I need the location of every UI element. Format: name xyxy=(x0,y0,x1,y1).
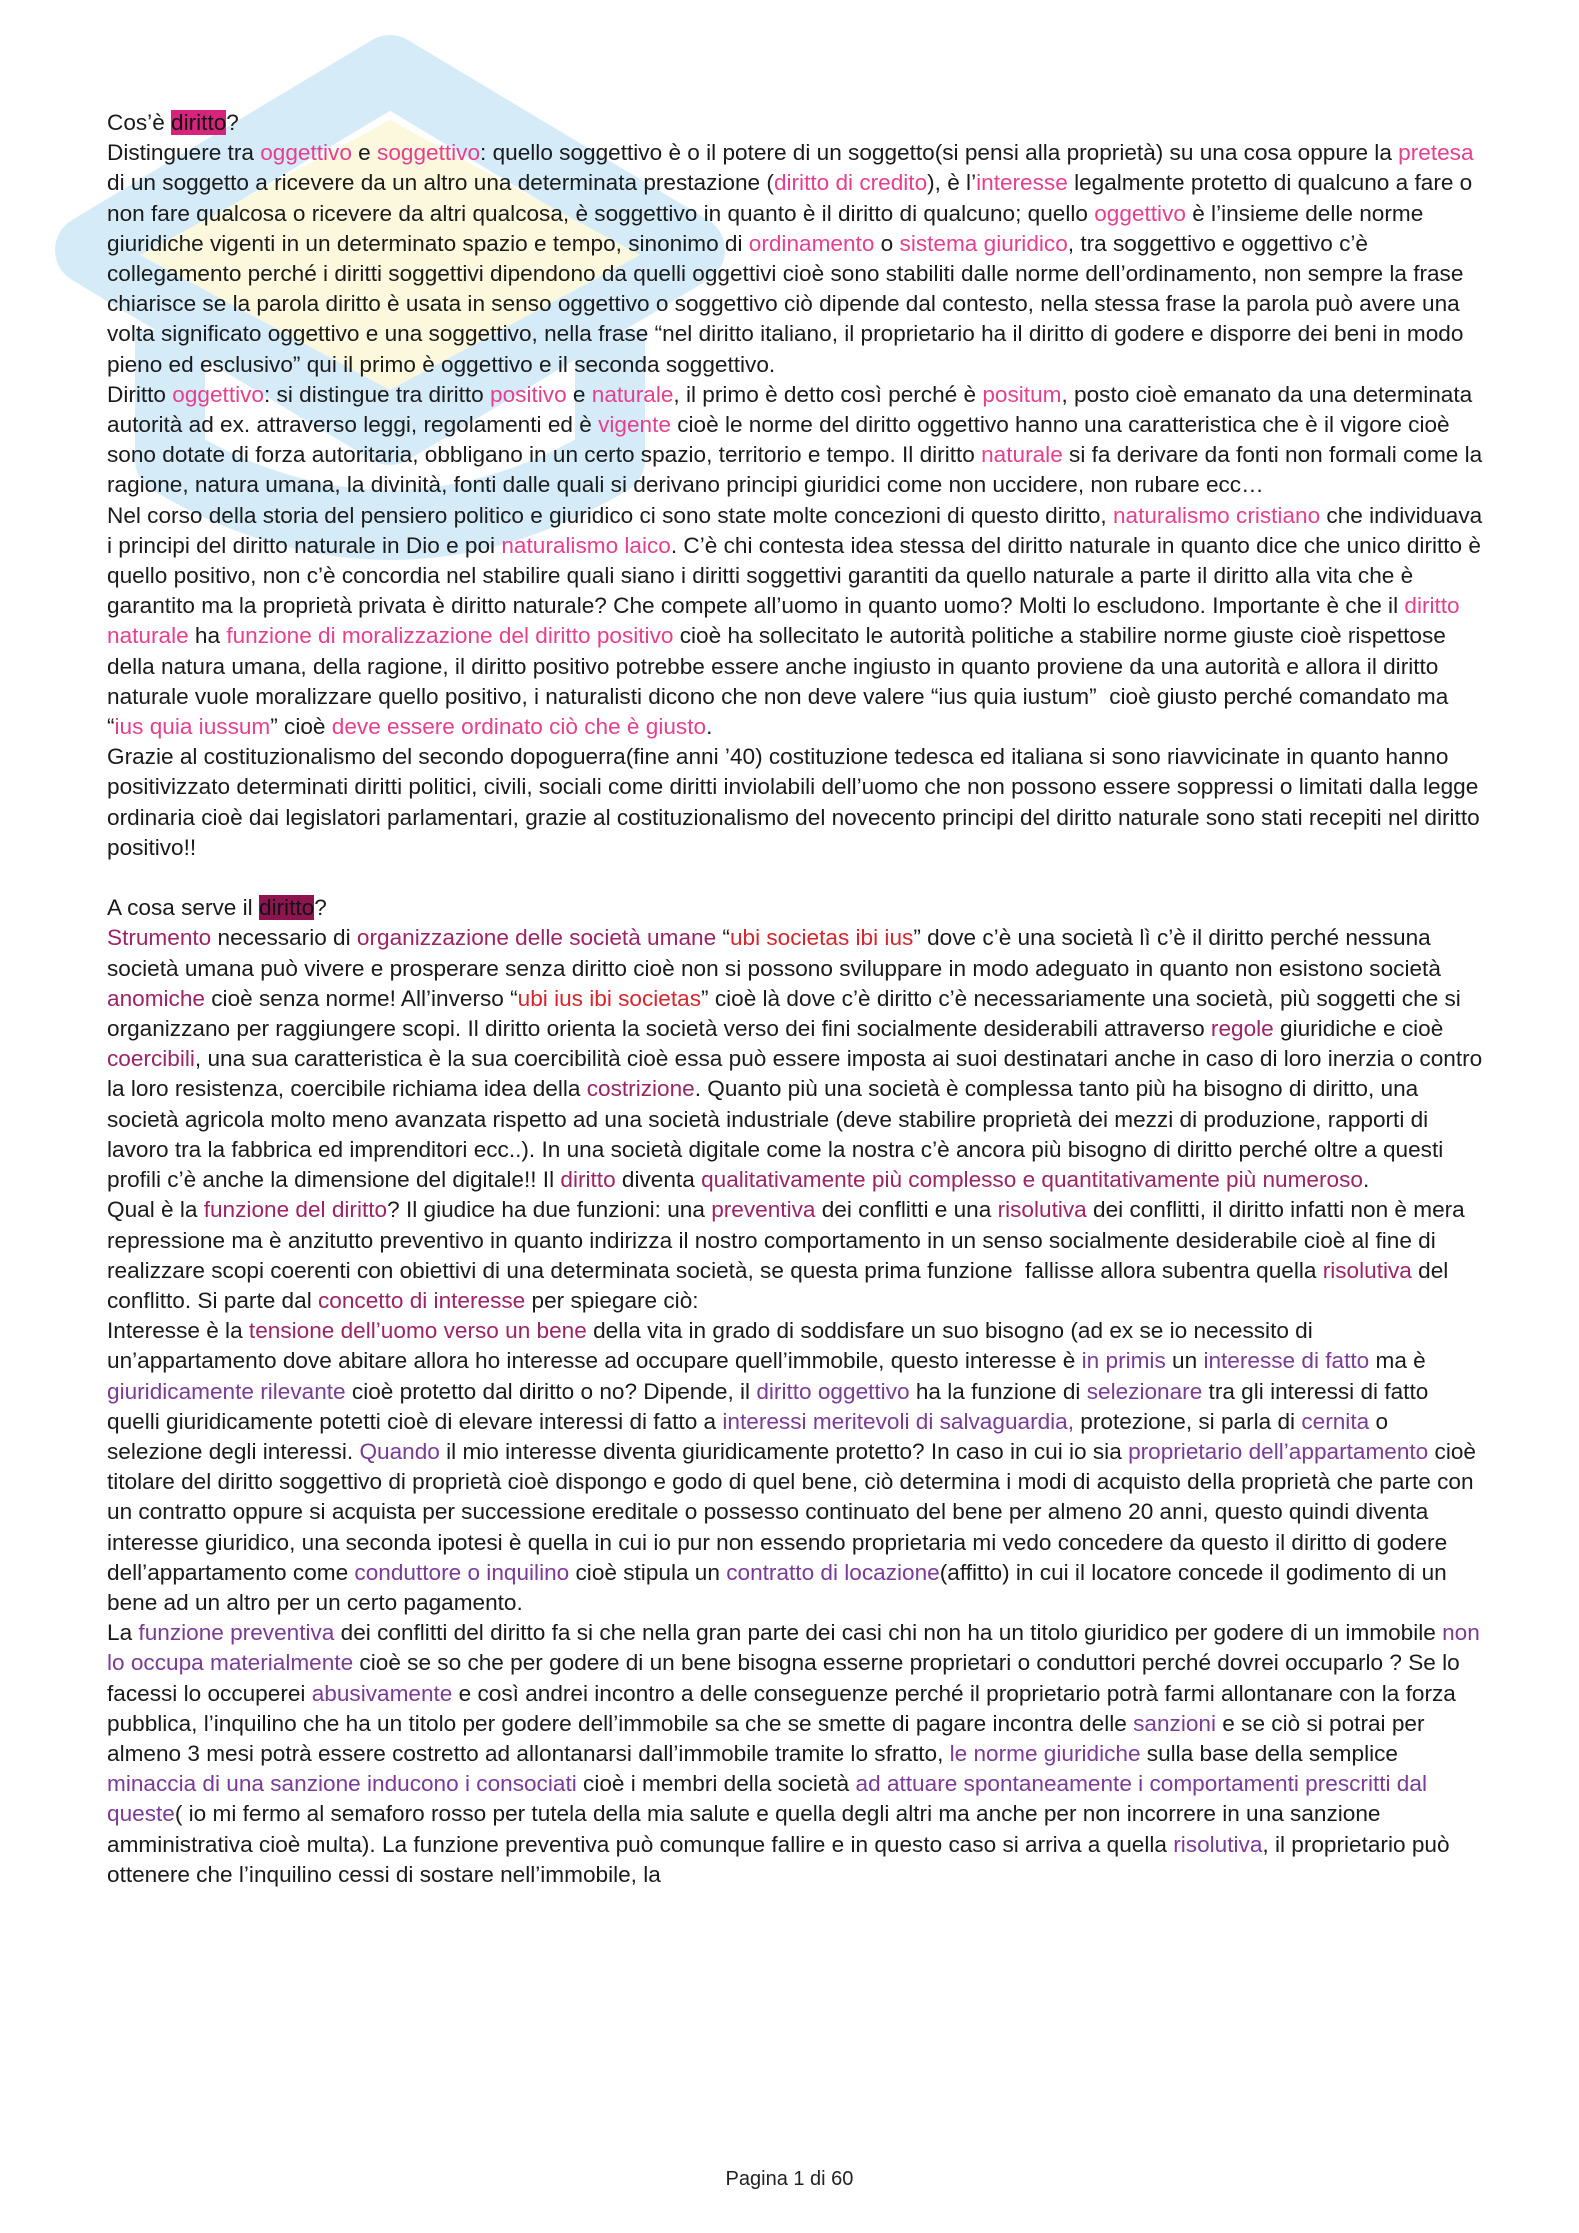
paragraph-section2-4 xyxy=(107,1618,1487,1890)
text-run: sulla base della semplice xyxy=(1140,1740,1405,1766)
colored-term: positum xyxy=(982,381,1062,407)
text-run: Diritto xyxy=(107,381,173,407)
text-run: si fa derivare da fonti non formali come la ragione, natura umana, la divinità, fonti dalle quali si derivano principi giuridici come non uccidere, non rubare ecc… xyxy=(107,442,1489,498)
paragraph-section2-1 xyxy=(107,923,1487,1195)
text-run: cioè senza norme! All’inverso “ xyxy=(204,985,518,1011)
colored-term: ad attuare spontaneamente i comportamenti prescritti dal queste xyxy=(107,1771,1434,1827)
colored-term: ordinamento xyxy=(748,230,875,256)
document-body xyxy=(107,108,1487,1890)
text-run: Grazie al costituzionalismo del secondo dopoguerra(fine anni ’40) costituzione tedesca ed italiana si sono riavvicinate in quanto hanno positivizzato determinati diritti politici, civili, sociali come diritti inviolabili dell’uomo che non possono essere soppressi o limitati dalla legge ordinaria cioè dai legislatori parlamentari, grazie al costituzionalismo del novecento principi del diritto naturale sono stati recepiti nel diritto positivo!! xyxy=(107,744,1486,860)
colored-term: Quando xyxy=(359,1438,440,1464)
text-run: di un soggetto a ricevere da un altro una determinata prestazione ( xyxy=(107,140,1480,196)
section-purpose-of-law xyxy=(107,893,1487,1890)
colored-term: interesse di fatto xyxy=(1203,1348,1370,1374)
colored-term: soggettivo xyxy=(377,140,481,166)
paragraph-section1-3 xyxy=(107,501,1487,743)
text-run: protezione, si parla di xyxy=(1074,1408,1302,1434)
colored-term: naturale xyxy=(981,442,1063,468)
text-run: ma è xyxy=(1369,1348,1433,1374)
text-run: “ xyxy=(716,925,730,951)
colored-term: funzione preventiva xyxy=(138,1620,335,1646)
text-run: cioè titolare del diritto soggettivo di proprietà cioè dispongo e godo di quel bene, ciò determina i modi di acquisto della proprietà che parte con un contratto oppure si acquista per successione ereditale o possesso continuato del bene per almeno 20 anni, questo quindi diventa interesse giuridico, una seconda ipotesi è quella in cui io pur non essendo proprietaria mi vedo concedere da questo il diritto di godere dell’appartamento come xyxy=(107,1438,1483,1585)
colored-term: oggettivo xyxy=(172,381,264,407)
colored-term: diritto di credito xyxy=(773,170,928,196)
text-run: ” cioè xyxy=(270,714,332,740)
text-run: ha la funzione di xyxy=(909,1378,1087,1404)
text-run: del conflitto. Si parte dal xyxy=(107,1257,1455,1313)
text-run: cioè ha sollecitato le autorità politiche a stabilire norme giuste cioè rispettose della natura umana, della ragione, il diritto positivo potrebbe essere anche ingiusto in quanto proviene da una autorità e allora il diritto naturale vuole moralizzare quello positivo, i naturalisti dicono che non deve valere “ius quia iustum” cioè giusto perché comandato ma “ xyxy=(107,623,1455,740)
text-run: un xyxy=(1165,1348,1204,1374)
colored-term: minaccia di una sanzione inducono i consociati xyxy=(107,1771,577,1797)
colored-term: naturale xyxy=(591,381,674,407)
colored-term: non lo occupa materialmente xyxy=(107,1620,1487,1676)
colored-term: Strumento xyxy=(107,925,212,951)
colored-term: diritto oggettivo xyxy=(756,1378,910,1404)
text-run: . Quanto più una società è complessa tanto più ha bisogno di diritto, una società agricola molto meno avanzata rispetto ad una società industriale (deve stabilire proprietà dei mezzi di produzione, rapporti di lavoro tra la fabbrica ed imprenditori ecc..). In una società digitale come la nostra c’è ancora più bisogno di diritto perché oltre a questi profili c’è anche la dimensione del digitale!! Il xyxy=(107,1076,1450,1193)
section-what-is-law xyxy=(107,108,1487,863)
text-run: , una sua caratteristica è la sua coercibilità cioè essa può essere imposta ai suoi destinatari anche in caso di loro inerzia o contro la loro resistenza, coercibile richiama idea della xyxy=(107,1046,1489,1102)
text-run: ? Il giudice ha due funzioni: una xyxy=(387,1197,712,1223)
text-run: cioè le norme del diritto oggettivo hanno una caratteristica che è il vigore cioè sono dotate di forza autoritaria, obbligano in un certo spazio, territorio e tempo. Il diritto xyxy=(107,412,1456,468)
text-run: , posto cioè emanato da una determinata autorità ad ex. attraverso leggi, regolamenti ed è xyxy=(107,381,1479,438)
heading-section1-0 xyxy=(107,108,1487,138)
text-run: e xyxy=(351,140,378,166)
heading-section2-0 xyxy=(107,893,1487,923)
colored-term: interessi meritevoli di salvaguardia, xyxy=(722,1408,1075,1434)
colored-term: ubi ius ibi societas xyxy=(517,985,702,1011)
text-run: dei conflitti del diritto fa si che nella gran parte dei casi chi non ha un titolo giuridico per godere di un immobile xyxy=(334,1620,1443,1646)
text-run: Qual è la xyxy=(107,1197,204,1223)
text-run: ? xyxy=(226,110,239,135)
colored-term: funzione di moralizzazione del diritto positivo xyxy=(226,623,674,649)
colored-term: abusivamente xyxy=(311,1680,453,1706)
colored-term: qualitativamente più complesso e quantitativamente più numeroso xyxy=(701,1167,1363,1193)
text-run: ? xyxy=(314,895,327,921)
text-run: cioè i membri della società xyxy=(576,1771,856,1797)
colored-term: sanzioni xyxy=(1133,1710,1217,1736)
text-run: e così andrei incontro a delle conseguenze perché il proprietario potrà farmi allontanare con la forza pubblica, l’inquilino che ha un titolo per godere dell’immobile sa che se smette di pagare incontra delle xyxy=(107,1680,1463,1736)
colored-term: oggettivo xyxy=(260,140,352,166)
text-run: , il primo è detto così perché è xyxy=(673,381,983,407)
text-run: ), è l’ xyxy=(927,170,977,196)
paragraph-section2-3 xyxy=(107,1316,1487,1618)
text-run: cioè se so che per godere di un bene bisogna esserne proprietari o conduttori perché dovrei occuparlo ? Se lo facessi lo occuperei xyxy=(107,1650,1466,1706)
colored-term: concetto di interesse xyxy=(318,1287,526,1313)
text-run: è l’insieme delle norme giuridiche vigenti in un determinato spazio e tempo, sinonimo di xyxy=(107,200,1430,256)
colored-term: in primis xyxy=(1081,1348,1166,1374)
colored-term: giuridicamente rilevante xyxy=(107,1378,346,1404)
colored-term: selezionare xyxy=(1086,1378,1203,1404)
text-run: tra gli interessi di fatto quelli giuridicamente potetti cioè di elevare interessi di fatto a xyxy=(107,1378,1435,1434)
text-run: . xyxy=(1362,1167,1370,1193)
text-run: (affitto) in cui il locatore concede il godimento di un bene ad un altro per un certo pagamento. xyxy=(107,1559,1453,1615)
colored-term: ubi societas ibi ius xyxy=(729,925,914,951)
colored-term: preventiva xyxy=(711,1197,816,1223)
colored-term: ius quia iussum xyxy=(114,714,271,740)
section-spacer xyxy=(107,863,1487,893)
highlighted-term: diritto xyxy=(258,895,315,921)
colored-term: cernita xyxy=(1301,1408,1370,1434)
text-run: A cosa serve il xyxy=(107,895,259,921)
text-run: Distinguere tra xyxy=(107,140,261,166)
colored-term: funzione del diritto xyxy=(203,1197,388,1223)
text-run: Cos’è xyxy=(107,110,172,135)
colored-term: risolutiva xyxy=(1322,1257,1412,1283)
paragraph-section1-2 xyxy=(107,380,1487,501)
text-run: , il proprietario può ottenere che l’inquilino cessi di sostare nell’immobile, la xyxy=(107,1831,1456,1887)
text-run: o selezione degli interessi. xyxy=(107,1408,1395,1464)
text-run: legalmente protetto di qualcuno a fare o non fare qualcosa o ricevere da altri qualcosa, è soggettivo in quanto è il diritto di qualcuno; quello xyxy=(107,170,1479,226)
text-run: Interesse è la xyxy=(107,1318,249,1344)
colored-term: contratto di locazione xyxy=(726,1559,940,1585)
paragraph-section2-2 xyxy=(107,1195,1487,1316)
text-run: diventa xyxy=(615,1167,702,1193)
colored-term: naturalismo cristiano xyxy=(1112,502,1321,528)
page-number: Pagina 1 di 60 xyxy=(725,2168,854,2190)
text-run: giuridiche e cioè xyxy=(1273,1016,1450,1042)
colored-term: coercibili xyxy=(107,1046,195,1072)
colored-term: positivo xyxy=(490,381,567,407)
text-run: , tra soggettivo e oggettivo c’è collegamento perché i diritti soggettivi dipendono da quelli oggettivi cioè sono stabiliti dalle norme dell’ordinamento, non sempre la frase chiarisce se la parola diritto è usata in senso oggettivo o soggettivo ciò dipende dal contesto, nella stessa frase la parola può avere una volta significato oggettivo e una soggettivo, nella frase “nel diritto italiano, il proprietario ha il diritto di godere e disporre dei beni in modo pieno ed esclusivo” qui il primo è oggettivo e il seconda soggettivo. xyxy=(107,230,1470,377)
text-run: . C’è chi contesta idea stessa del diritto naturale in quanto dice che unico diritto è quello positivo, non c’è concordia nel stabilire quali siano i diritti soggettivi garantiti da quello naturale a parte il diritto alla vita che è garantito ma la proprietà privata è diritto naturale? Che compete all’uomo in quanto uomo? Molti lo escludono. Importante è che il xyxy=(107,532,1488,619)
colored-term: interesse xyxy=(976,170,1068,196)
colored-term: pretesa xyxy=(1398,140,1474,166)
text-run: che individuava i principi del diritto naturale in Dio e poi xyxy=(107,502,1489,558)
colored-term: proprietario dell’appartamento xyxy=(1128,1438,1429,1464)
text-run: cioè stipula un xyxy=(569,1559,727,1585)
highlighted-term: diritto xyxy=(171,110,227,135)
text-run: Nel corso della storia del pensiero politico e giuridico ci sono state molte concezioni di questo diritto, xyxy=(107,502,1113,528)
colored-term: naturalismo laico xyxy=(501,532,671,558)
colored-term: risolutiva xyxy=(1173,1831,1263,1857)
paragraph-section1-4 xyxy=(107,742,1487,863)
text-run: necessario di xyxy=(211,925,357,951)
text-run: della vita in grado di soddisfare un suo bisogno (ad ex se io necessito di un’appartamento dove abitare allora ho interesse ad occupare quell’immobile, questo interesse è xyxy=(107,1318,1320,1374)
text-run: il mio interesse diventa giuridicamente protetto? In caso in cui io sia xyxy=(439,1438,1129,1464)
colored-term: anomiche xyxy=(107,985,205,1011)
colored-term: le norme giuridiche xyxy=(949,1740,1141,1766)
colored-term: risolutiva xyxy=(997,1197,1087,1223)
colored-term: sistema giuridico xyxy=(899,230,1068,256)
text-run: o xyxy=(874,230,900,256)
text-run: : quello soggettivo è o il potere di un soggetto(si pensi alla proprietà) su una cosa oppure la xyxy=(480,140,1399,166)
text-run: ” dove c’è una società lì c’è il diritto perché nessuna società umana può vivere e prosperare senza diritto cioè non si possono sviluppare in modo adeguato in quanto non esistono società xyxy=(107,925,1448,981)
text-run: dei conflitti e una xyxy=(815,1197,998,1223)
colored-term: tensione dell’uomo verso un bene xyxy=(248,1318,587,1344)
text-run: ” cioè là dove c’è diritto c’è necessariamente una società, più soggetti che si organizzano per raggiungere scopi. Il diritto orienta la società verso dei fini socialmente desiderabili attraverso xyxy=(107,985,1468,1042)
colored-term: conduttore o inquilino xyxy=(354,1559,570,1585)
text-run: per spiegare ciò: xyxy=(525,1287,699,1313)
colored-term: deve essere ordinato ciò che è giusto xyxy=(331,714,707,740)
text-run: e se ciò si potrai per almeno 3 mesi potrà essere costretto ad allontanarsi dall’immobile tramite lo sfratto, xyxy=(107,1710,1431,1766)
text-run: . xyxy=(706,714,713,740)
colored-term: diritto naturale xyxy=(107,593,1466,649)
text-run: : si distingue tra diritto xyxy=(263,381,491,407)
colored-term: regole xyxy=(1210,1016,1274,1042)
colored-term: oggettivo xyxy=(1094,200,1186,226)
paragraph-section1-1 xyxy=(107,138,1487,380)
text-run: dei conflitti, il diritto infatti non è mera repressione ma è anzitutto preventivo in quanto indirizza il nostro comportamento in un senso socialmente desiderabile cioè al fine di realizzare scopi coerenti con obiettivi di una determinata società, se questa prima funzione fallisse allora subentra quella xyxy=(107,1197,1472,1283)
colored-term: organizzazione delle società umane xyxy=(356,925,717,951)
colored-term: vigente xyxy=(598,412,671,438)
text-run: cioè protetto dal diritto o no? Dipende, il xyxy=(345,1378,757,1404)
text-run: ( io mi fermo al semaforo rosso per tutela della mia salute e quella degli altri ma anche per non incorrere in una sanzione amministrativa cioè multa). La funzione preventiva può comunque fallire e in questo caso si arriva a quella xyxy=(107,1801,1387,1857)
colored-term: diritto xyxy=(560,1167,616,1193)
text-run: La xyxy=(107,1620,139,1646)
colored-term: costrizione xyxy=(586,1076,695,1102)
text-run: ha xyxy=(188,623,227,649)
text-run: e xyxy=(566,381,592,407)
